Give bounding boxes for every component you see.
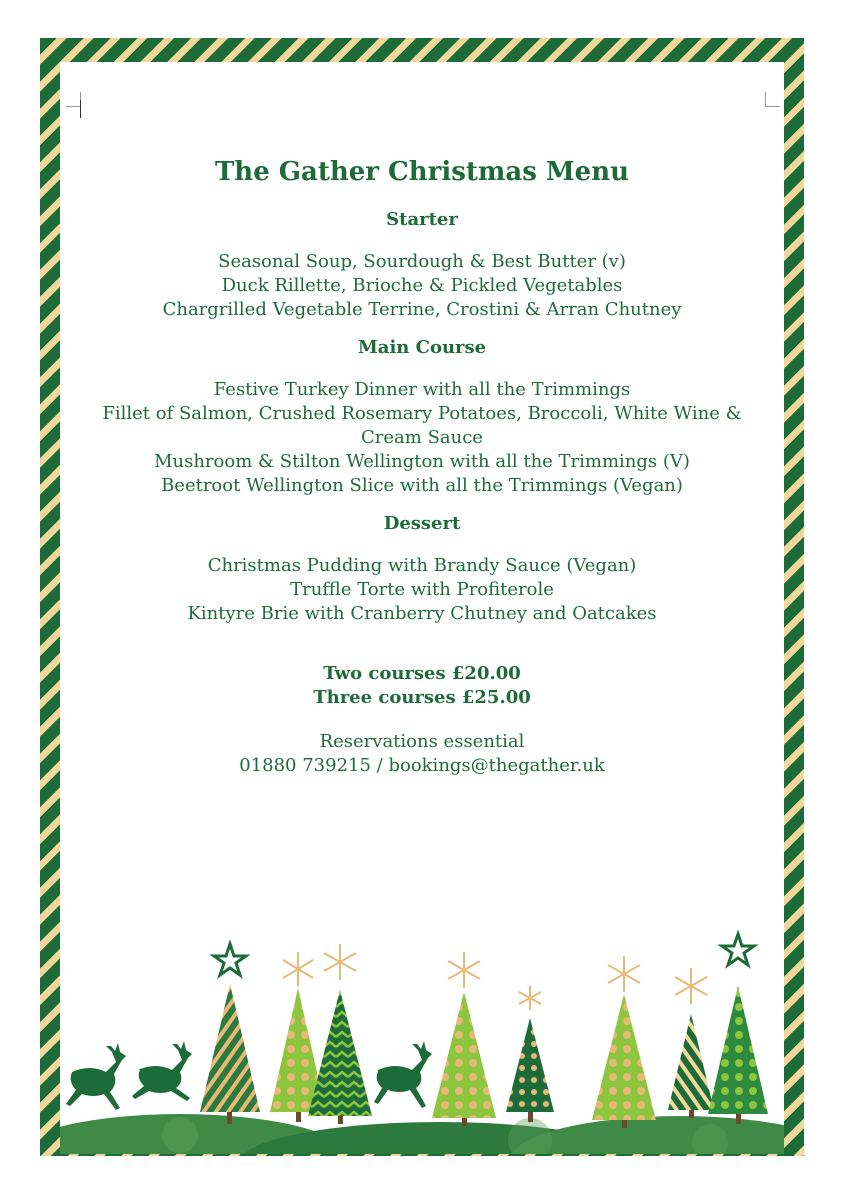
crop-mark-top-left [66,92,81,107]
section-dessert [60,512,784,626]
menu-item[interactable]: Truffle Torte with Profiterole [290,579,554,600]
menu-item[interactable]: Christmas Pudding with Brandy Sauce (Vegan) [207,555,637,576]
menu-item[interactable]: Seasonal Soup, Sourdough & Best Butter (v) [218,251,626,272]
menu-content [60,150,784,778]
menu-item[interactable]: Cream Sauce [361,427,483,448]
section-heading[interactable]: Dessert [383,513,461,534]
reindeer-icon [374,1041,432,1108]
snowflake-icon [448,952,480,988]
reservations-contact[interactable]: 01880 739215 / bookings@thegather.uk [239,755,605,776]
reindeer-icon [132,1041,192,1101]
spacer [60,626,784,662]
christmas-tree-icon [506,986,554,1122]
section-heading[interactable]: Starter [386,209,458,230]
price-two-courses[interactable]: Two courses £20.00 [323,663,521,684]
menu-item[interactable]: Kintyre Brie with Cranberry Chutney and Oatcakes [187,603,657,624]
snowflake-icon [608,956,640,992]
section-main-course [60,336,784,498]
price-three-courses[interactable]: Three courses £25.00 [313,687,531,708]
menu-item[interactable]: Chargrilled Vegetable Terrine, Crostini & Arran Chutney [162,299,682,320]
star-icon [722,934,754,965]
christmas-tree-icon [592,956,656,1128]
menu-item[interactable]: Duck Rillette, Brioche & Pickled Vegetables [221,275,623,296]
reservations-label[interactable]: Reservations essential [319,731,525,752]
star-icon [214,944,246,975]
spacer [60,710,784,730]
reindeer-icon [66,1043,126,1110]
section-starter [60,208,784,322]
menu-item[interactable]: Mushroom & Stilton Wellington with all the Trimmings (V) [154,451,690,472]
snowflake-icon [324,944,356,980]
menu-item[interactable]: Beetroot Wellington Slice with all the Trimmings (Vegan) [161,475,683,496]
text-cursor [80,100,81,118]
section-heading[interactable]: Main Course [357,337,487,358]
menu-item[interactable]: Fillet of Salmon, Crushed Rosemary Potatoes, Broccoli, White Wine & [102,403,742,424]
menu-item[interactable]: Festive Turkey Dinner with all the Trimmings [213,379,631,400]
christmas-tree-icon [708,934,768,1124]
christmas-tree-icon [432,952,496,1126]
snowflake-icon [519,986,541,1010]
christmas-tree-icon [200,944,260,1124]
menu-title[interactable]: The Gather Christmas Menu [214,157,630,187]
christmas-tree-icon [308,944,372,1124]
christmas-tree-icon [668,968,714,1118]
crop-mark-top-right [765,92,780,107]
snowflake-icon [675,968,707,1004]
hill-icon [60,1114,784,1154]
christmas-scene [60,930,784,1154]
snowflake-icon [283,952,313,986]
